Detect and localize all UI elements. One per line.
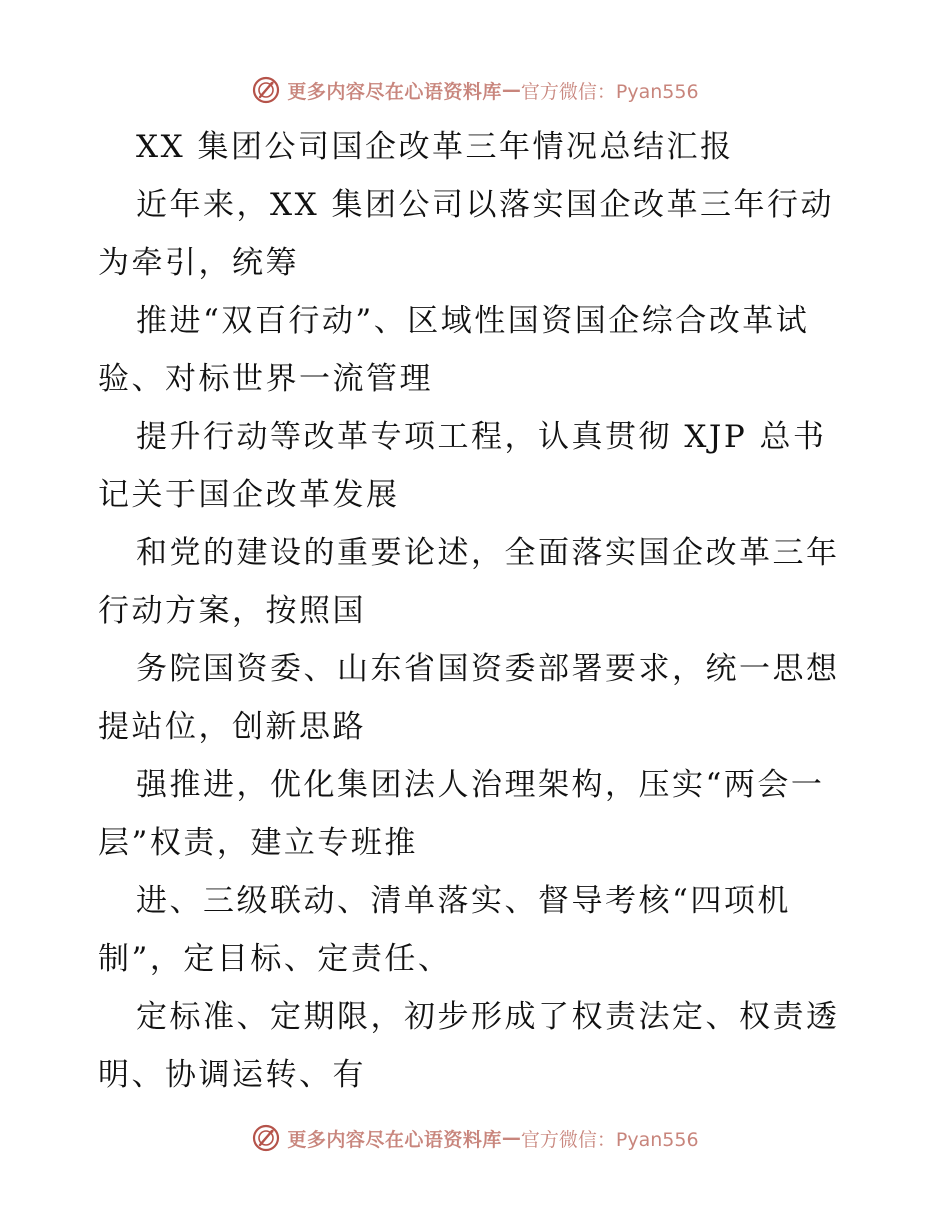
header-banner xyxy=(0,70,950,110)
banner-separator: — xyxy=(501,1127,521,1149)
text-line: 制”，定目标、定责任、 xyxy=(98,941,452,977)
footer-banner xyxy=(0,1118,950,1158)
text-line: 强推进，优化集团法人治理架构，压实“两会一 xyxy=(136,767,825,803)
text-line: 提升行动等改革专项工程，认真贯彻 XJP 总书 xyxy=(136,419,827,455)
text-line: 和党的建设的重要论述，全面落实国企改革三年 xyxy=(136,535,840,571)
banner-contact: 官方微信：Pyan556 xyxy=(520,80,699,103)
text-line: 行动方案，按照国 xyxy=(98,593,366,629)
text-line: 明、协调运转、有 xyxy=(98,1057,366,1093)
banner-text: 更多内容尽在心语资料库 xyxy=(287,80,502,103)
text-line: 为牵引，统筹 xyxy=(98,245,299,281)
text-line: 记关于国企改革发展 xyxy=(98,477,400,513)
text-line: XX 集团公司国企改革三年情况总结汇报 xyxy=(136,129,734,165)
banner-separator: — xyxy=(501,79,521,101)
text-line: 进、三级联动、清单落实、督导考核“四项机 xyxy=(136,883,791,919)
text-line: 提站位，创新思路 xyxy=(98,709,366,745)
document-body xyxy=(98,118,858,1104)
banner-contact: 官方微信：Pyan556 xyxy=(520,1128,699,1151)
text-line: 推进“双百行动”、区域性国资国企综合改革试 xyxy=(136,303,810,339)
text-line: 务院国资委、山东省国资委部署要求，统一思想 xyxy=(136,651,840,687)
seal-logo-icon xyxy=(251,75,281,105)
text-line: 定标准、定期限，初步形成了权责法定、权责透 xyxy=(136,999,840,1035)
seal-logo-icon xyxy=(251,1123,281,1153)
banner-text: 更多内容尽在心语资料库 xyxy=(287,1128,502,1151)
text-line: 验、对标世界一流管理 xyxy=(98,361,433,397)
text-line: 近年来，XX 集团公司以落实国企改革三年行动 xyxy=(136,187,834,223)
text-line: 层”权责，建立专班推 xyxy=(98,825,418,861)
